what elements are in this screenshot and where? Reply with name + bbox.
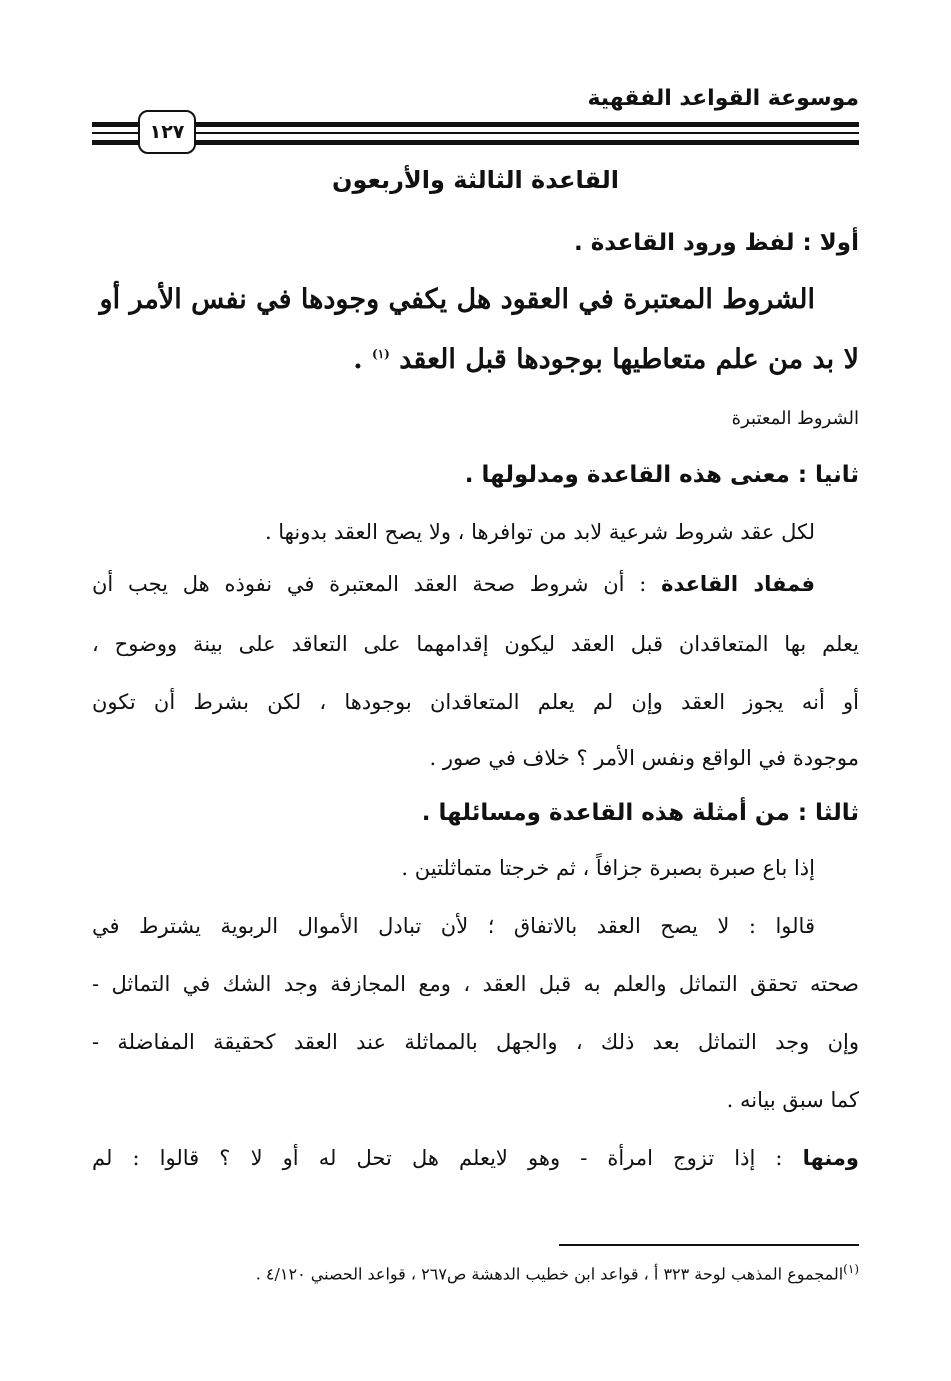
footnote-text: المجموع المذهب لوحة ٣٢٣ أ ، قواعد ابن خطيب الدهشة ص٢٦٧ ، قواعد الحصني ٤/١٢٠ .	[255, 1264, 844, 1284]
header-rule-middle	[92, 132, 859, 134]
example-2-line-3: وإن وجد التماثل بعد ذلك ، والجهل بالمماثلة عند العقد كحقيقة المفاضلة -	[92, 1030, 859, 1054]
example-2-line-2: صحته تحقق التماثل والعلم به قبل العقد ، ومع المجازفة وجد الشك في التماثل -	[92, 972, 859, 996]
example-2-line-4: كما سبق بيانه .	[726, 1088, 859, 1112]
footnote-separator	[559, 1244, 859, 1246]
example-2-line-1: قالوا : لا يصح العقد بالاتفاق ؛ لأن تبادل الأموال الربوية يشترط في	[92, 914, 815, 938]
paragraph-2-line-4: موجودة في الواقع ونفس الأمر ؟ خلاف في صور .	[429, 746, 859, 770]
section-heading-3: ثالثا : من أمثلة هذه القاعدة ومسائلها .	[421, 800, 859, 826]
header-rule-top	[92, 122, 859, 127]
paragraph-2-line-2: يعلم بها المتعاقدان قبل العقد ليكون إقدامهما على التعاقد على بينة ووضوح ،	[92, 632, 859, 656]
page-number: ١٢٧	[138, 110, 196, 154]
footnote-number: (١)	[843, 1262, 859, 1276]
paragraph-2-text: : أن شروط صحة العقد المعتبرة في نفوذه هل يجب أن	[92, 572, 662, 596]
section-heading-2: ثانيا : معنى هذه القاعدة ومدلولها .	[464, 462, 859, 488]
header-rule-bottom	[92, 140, 859, 145]
footnote-marker: (١)	[372, 347, 390, 361]
paragraph-1: لكل عقد شروط شرعية لابد من توافرها ، ولا يصح العقد بدونها .	[264, 520, 815, 544]
footnote	[256, 1262, 859, 1283]
keyword-label: الشروط المعتبرة	[731, 408, 859, 429]
rule-title: القاعدة الثالثة والأربعون	[332, 166, 619, 194]
statement-text: لا بد من علم متعاطيها بوجودها قبل العقد	[399, 344, 859, 375]
statement-end: .	[353, 344, 372, 375]
paragraph-2-line-1	[92, 572, 815, 596]
rule-statement-line-1: الشروط المعتبرة في العقود هل يكفي وجودها في نفس الأمر أو	[99, 284, 815, 315]
rule-statement-line-2	[92, 344, 859, 375]
example-1: إذا باع صبرة بصبرة جزافاً ، ثم خرجتا متماثلتين .	[401, 856, 815, 880]
section-heading-1: أولا : لفظ ورود القاعدة .	[573, 230, 859, 256]
paragraph-2-label: فمفاد القاعدة	[661, 572, 815, 596]
running-title: موسوعة القواعد الفقهية	[587, 86, 859, 111]
example-3-label: ومنها	[802, 1146, 859, 1170]
example-3-text: : إذا تزوج امرأة - وهو لايعلم هل تحل له أو لا ؟ قالوا : لم	[92, 1146, 803, 1170]
paragraph-2-line-3: أو أنه يجوز العقد وإن لم يعلم المتعاقدان بوجودها ، لكن بشرط أن تكون	[92, 690, 859, 714]
example-3-line-1	[92, 1146, 859, 1170]
